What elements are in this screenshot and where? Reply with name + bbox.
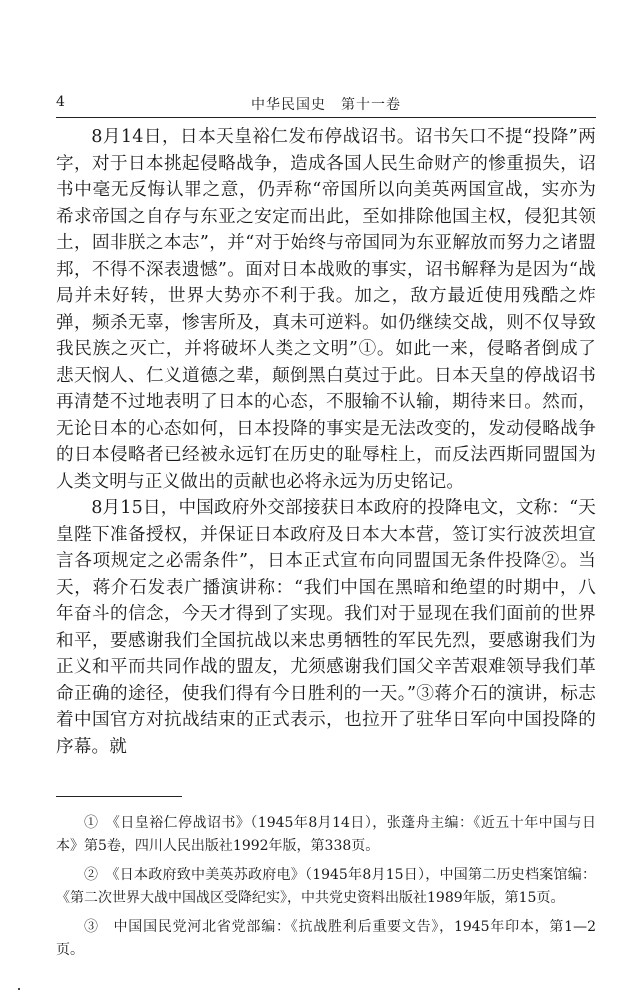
footnote-divider (56, 796, 182, 797)
body-paragraph: 8月14日，日本天皇裕仁发布停战诏书。诏书矢口不提“投降”两字，对于日本挑起侵略战争，造成各国人民生命财产的惨重损失，诏书中毫无反悔认罪之意，仍弄称“帝国所以向美英两国宣战，实亦为希求帝国之自存与东亚之安定而出此，至如排除他国主权，侵犯其领土，固非朕之本志”，并“对于始终与帝国同为东亚解放而努力之诸盟邦，不得不深表遗憾”。面对日本战败的事实，诏书解释为是因为“战局并未好转，世界大势亦不利于我。加之，敌方最近使用残酷之炸弹，频杀无辜，惨害所及，真未可逆料。如仍继续交战，则不仅导致我民族之灭亡，并将破坏人类之文明”①。如此一来，侵略者倒成了悲天悯人、仁义道德之辈，颠倒黑白莫过于此。日本天皇的停战诏书再清楚不过地表明了日本的心态，不服输不认输，期待来日。然而，无论日本的心态如何，日本投降的事实是无法改变的，发动侵略战争的日本侵略者已经被永远钉在历史的耻辱柱上，而反法西斯同盟国为人类文明与正义做出的贡献也必将永远为历史铭记。 (56, 127, 596, 492)
footnote-1: ① 《日皇裕仁停战诏书》（1945年8月14日），张蓬舟主编：《近五十年中国与日本》第5卷，四川人民出版社1992年版，第338页。 (56, 815, 596, 854)
footnote-2: ② 《日本政府致中美英苏政府电》（1945年8月15日），中国第二历史档案馆编：《第二次世界大战中国战区受降纪实》，中共党史资料出版社1989年版，第15页。 (56, 867, 596, 906)
body-paragraph: 8月15日，中国政府外交部接获日本政府的投降电文，文称：“天皇陛下准备授权，并保证日本政府及日本大本营，签订实行波茨坦宣言各项规定之必需条件”，日本正式宣布向同盟国无条件投降②。当天，蒋介石发表广播演讲称：“我们中国在黑暗和绝望的时期中，八年奋斗的信念，今天才得到了实现。我们对于显现在我们面前的世界和平，要感谢我们全国抗战以来忠勇牺牲的军民先烈，要感谢我们为正义和平而共同作战的盟友，尤须感谢我们国父辛苦艰难领导我们革命正确的途径，使我们得有今日胜利的一天。”③蒋介石的演讲，标志着中国官方对抗战结束的正式表示，也拉开了驻华日军向中国投降的序幕。就 (56, 498, 596, 757)
running-title: 中华民国史 第十一卷 (251, 97, 401, 113)
page-header (56, 94, 596, 116)
body-text (56, 124, 596, 760)
page-number: 4 (56, 94, 66, 110)
scan-speck (18, 988, 20, 990)
footnotes (56, 812, 596, 968)
footnote-3: ③ 中国国民党河北省党部编：《抗战胜利后重要文告》，1945年印本，第1—2页。 (56, 919, 596, 958)
header-rule (56, 117, 596, 118)
